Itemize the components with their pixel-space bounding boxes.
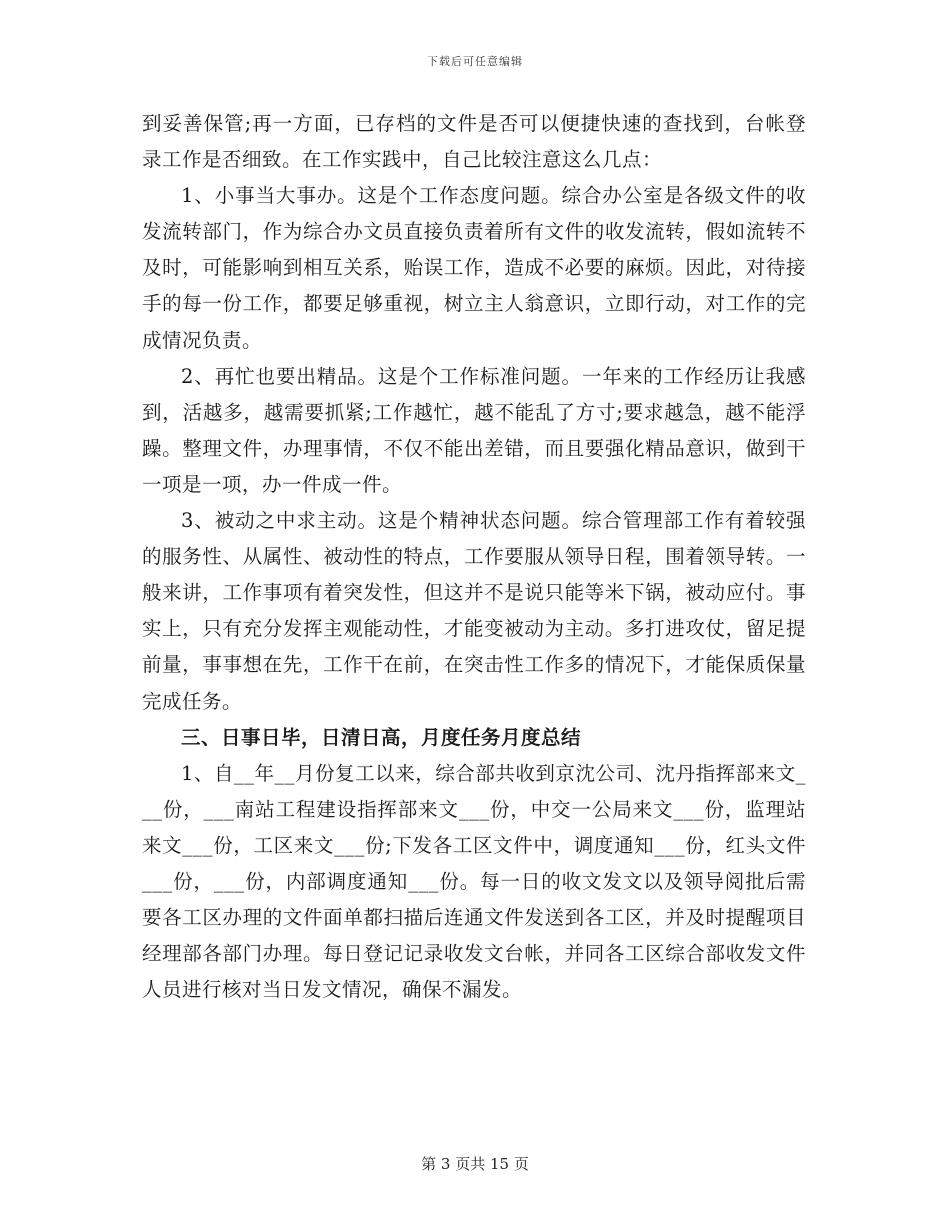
section-heading-3: 三、日事日毕，日清日高，月度任务月度总结 [181, 725, 582, 749]
paragraph-section3-item-1: 1、自__年__月份复工以来，综合部共收到京沈公司、沈丹指挥部来文___份，___南站工程建设指挥部来文___份，中交一公局来文___份，监理站来文___份，工区来文___份;下发各工区文件中，调度通知___份，红头文件___份，___份，内部调度通知___份。每一日的收文发文以及领导阅批后需要各工区办理的文件面单都扫描后连通文件发送到各工区，并及时提醒项目经理部各部门办理。每日登记记录收发文台帐，并同各工区综合部收发文件人员进行核对当日发文情况，确保不漏发。 [142, 761, 806, 1002]
paragraph-item-1: 1、小事当大事办。这是个工作态度问题。综合办公室是各级文件的收发流转部门，作为综合办文员直接负责着所有文件的收发流转，假如流转不及时，可能影响到相互关系，贻误工作，造成不必要的麻烦。因此，对待接手的每一份工作，都要足够重视，树立主人翁意识，立即行动，对工作的完成情况负责。 [142, 184, 806, 352]
paragraph-continuation: 到妥善保管;再一方面，已存档的文件是否可以便捷快速的查找到，台帐登录工作是否细致。在工作实践中，自己比较注意这么几点： [142, 112, 806, 172]
paragraph-item-2: 2、再忙也要出精品。这是个工作标准问题。一年来的工作经历让我感到，活越多，越需要抓紧;工作越忙，越不能乱了方寸;要求越急，越不能浮躁。整理文件，办理事情，不仅不能出差错，而且要强化精品意识，做到干一项是一项，办一件成一件。 [142, 364, 806, 496]
paragraph-item-3: 3、被动之中求主动。这是个精神状态问题。综合管理部工作有着较强的服务性、从属性、被动性的特点，工作要服从领导日程，围着领导转。一般来讲，工作事项有着突发性，但这并不是说只能等米下锅，被动应付。事实上，只有充分发挥主观能动性，才能变被动为主动。多打进攻仗，留足提前量，事事想在先，工作干在前，在突击性工作多的情况下，才能保质保量完成任务。 [142, 509, 806, 713]
document-body [142, 106, 806, 1008]
page-header: 下载后可任意编辑 [427, 55, 523, 68]
page-number-footer: 第 3 页共 15 页 [421, 1155, 529, 1173]
